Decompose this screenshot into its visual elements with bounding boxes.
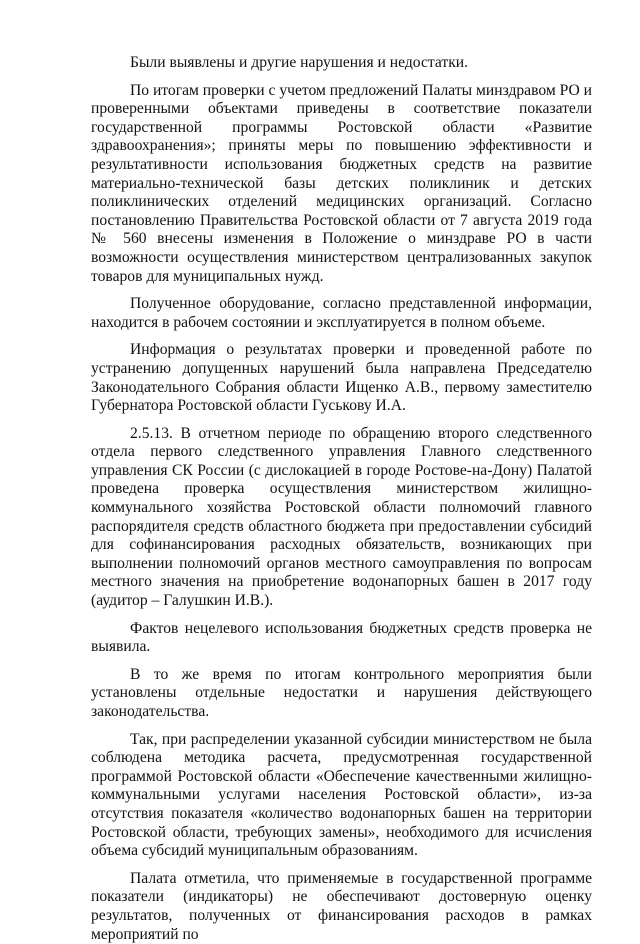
paragraph-inspection-results: По итогам проверки с учетом предложений Палаты минздравом РО и проверенными объектами приведены в соответствие показатели государственной программы Ростовской области «Развитие здравоохранения»; приняты меры по повышению эффективности и результативности использования бюджетных средств на развитие материально-технической базы детских поликлиник и детских поликлинических отделений медицинских организаций. Согласно постановлению Правительства Ростовской области от 7 августа 2019 года № 560 внесены изменения в Положение о минздраве РО в части возможности осуществления министерством централизованных закупок товаров для муниципальных нужд. (91, 81, 592, 285)
paragraph-indicators: Палата отметила, что применяемые в государственной программе показатели (индикаторы) не обеспечивают достоверную оценку результатов, полученных от финансирования расходов в рамках мероприятий по (91, 869, 592, 943)
paragraph-methodology: Так, при распределении указанной субсидии министерством не была соблюдена методика расчета, предусмотренная государственной программой Ростовской области «Обеспечение качественными жилищно-коммунальными услугами населения Ростовской области», из-за отсутствия показателя «количество водонапорных башен на территории Ростовской области, требующих замены», необходимого для исчисления объема субсидий муниципальным образованиям. (91, 730, 592, 860)
paragraph-section-2-5-13: 2.5.13. В отчетном периоде по обращению второго следственного отдела первого следственного управления Главного следственного управления СК России (с дислокацией в городе Ростове-на-Дону) Палатой проведена проверка осуществления министерством жилищно-коммунального хозяйства Ростовской области полномочий главного распорядителя средств областного бюджета при предоставлении субсидий для софинансирования расходных обязательств, возникающих при выполнении полномочий органов местного самоуправления по вопросам местного значения на приобретение водонапорных башен в 2017 году (аудитор – Галушкин И.В.). (91, 424, 592, 610)
paragraph-other-violations: Были выявлены и другие нарушения и недостатки. (130, 54, 469, 71)
paragraph-equipment-status: Полученное оборудование, согласно представленной информации, находится в рабочем состоянии и эксплуатируется в полном объеме. (91, 295, 592, 331)
paragraph-no-misuse: Фактов нецелевого использования бюджетных средств проверка не выявила. (91, 619, 592, 656)
paragraph-shortcomings: В то же время по итогам контрольного мероприятия были установлены отдельные недостатки и нарушения действующего законодательства. (91, 665, 592, 720)
paragraph-information-sent: Информация о результатах проверки и проведенной работе по устранению допущенных нарушений была направлена Председателю Законодательного Собрания области Ищенко А.В., первому заместителю Губернатора Ростовской области Гуськову И.А. (91, 341, 592, 415)
